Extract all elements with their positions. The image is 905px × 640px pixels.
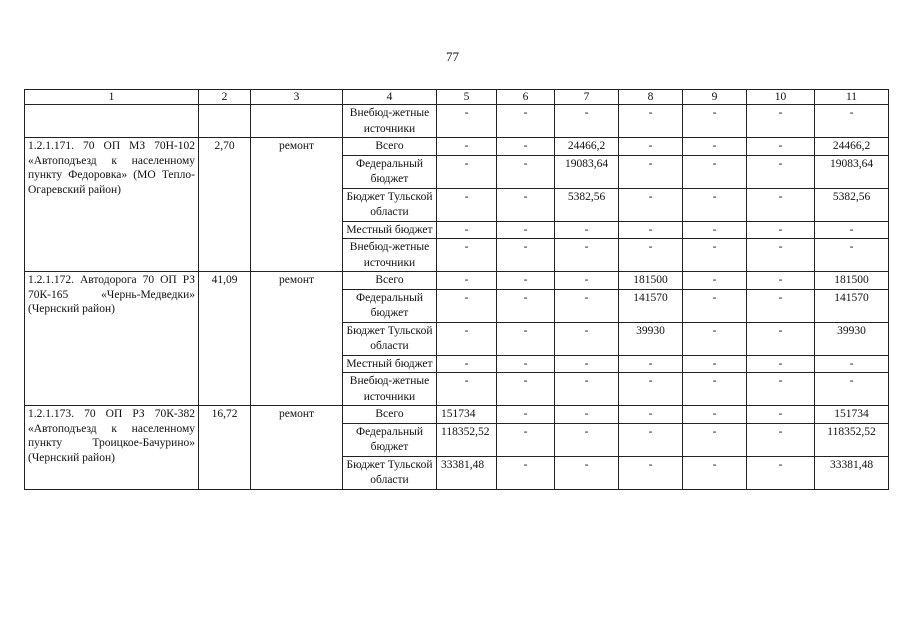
value-cell: - bbox=[497, 239, 555, 272]
value-cell: - bbox=[619, 105, 683, 138]
value-cell: - bbox=[683, 423, 747, 456]
value-cell: - bbox=[747, 406, 815, 424]
funding-source-cell: Всего bbox=[343, 272, 437, 290]
value-cell: - bbox=[437, 188, 497, 221]
value-cell: 39930 bbox=[815, 322, 889, 355]
value-cell: - bbox=[555, 406, 619, 424]
value-cell: - bbox=[497, 322, 555, 355]
value-cell: - bbox=[437, 272, 497, 290]
project-name-cell: 1.2.1.172. Автодорога 70 ОП РЗ 70К-165 «Чернь-Медведки» (Чернский район) bbox=[25, 272, 199, 406]
table-row bbox=[25, 138, 889, 156]
value-cell: - bbox=[619, 221, 683, 239]
value-cell: - bbox=[815, 373, 889, 406]
value-cell: 33381,48 bbox=[437, 456, 497, 489]
funding-source-cell: Внебюд-жетные источники bbox=[343, 239, 437, 272]
value-cell: - bbox=[437, 322, 497, 355]
funding-source-cell: Всего bbox=[343, 406, 437, 424]
value-cell: - bbox=[683, 373, 747, 406]
column-header: 11 bbox=[815, 90, 889, 105]
value-cell: - bbox=[683, 272, 747, 290]
project-name-cell: 1.2.1.173. 70 ОП РЗ 70К-382 «Автоподъезд к населенному пункту Троицкое-Бачурино» (Чернский район) bbox=[25, 406, 199, 490]
funding-source-cell: Федеральный бюджет bbox=[343, 423, 437, 456]
value-cell: - bbox=[555, 272, 619, 290]
value-cell: - bbox=[683, 289, 747, 322]
length-cell: 2,70 bbox=[199, 138, 251, 272]
value-cell: - bbox=[555, 322, 619, 355]
column-header: 4 bbox=[343, 90, 437, 105]
funding-source-cell: Местный бюджет bbox=[343, 355, 437, 373]
value-cell: - bbox=[747, 221, 815, 239]
value-cell: - bbox=[437, 239, 497, 272]
column-header: 9 bbox=[683, 90, 747, 105]
value-cell: - bbox=[747, 322, 815, 355]
value-cell: - bbox=[555, 105, 619, 138]
value-cell: - bbox=[497, 423, 555, 456]
value-cell: - bbox=[683, 406, 747, 424]
header-row bbox=[25, 90, 889, 105]
value-cell: - bbox=[555, 373, 619, 406]
column-header: 3 bbox=[251, 90, 343, 105]
value-cell: - bbox=[497, 272, 555, 290]
value-cell: - bbox=[747, 456, 815, 489]
value-cell: 33381,48 bbox=[815, 456, 889, 489]
value-cell: - bbox=[747, 138, 815, 156]
budget-table bbox=[24, 89, 889, 490]
value-cell: - bbox=[437, 373, 497, 406]
value-cell: - bbox=[619, 373, 683, 406]
value-cell: - bbox=[683, 221, 747, 239]
value-cell: - bbox=[747, 423, 815, 456]
value-cell: - bbox=[619, 406, 683, 424]
work-type-cell: ремонт bbox=[251, 272, 343, 406]
value-cell: - bbox=[497, 138, 555, 156]
work-type-cell: ремонт bbox=[251, 406, 343, 490]
value-cell: 24466,2 bbox=[555, 138, 619, 156]
value-cell: - bbox=[619, 188, 683, 221]
value-cell: - bbox=[497, 221, 555, 239]
value-cell: - bbox=[619, 456, 683, 489]
value-cell: - bbox=[683, 239, 747, 272]
value-cell: 141570 bbox=[815, 289, 889, 322]
value-cell: - bbox=[619, 355, 683, 373]
value-cell: - bbox=[683, 138, 747, 156]
value-cell: - bbox=[497, 373, 555, 406]
column-header: 8 bbox=[619, 90, 683, 105]
value-cell: 19083,64 bbox=[555, 155, 619, 188]
value-cell: - bbox=[555, 423, 619, 456]
value-cell: - bbox=[497, 406, 555, 424]
work-type-cell: ремонт bbox=[251, 138, 343, 272]
length-cell: 41,09 bbox=[199, 272, 251, 406]
value-cell: - bbox=[747, 355, 815, 373]
column-header: 5 bbox=[437, 90, 497, 105]
value-cell: 151734 bbox=[815, 406, 889, 424]
empty-cell bbox=[251, 105, 343, 138]
funding-source-cell: Внебюд-жетные источники bbox=[343, 373, 437, 406]
value-cell: - bbox=[683, 188, 747, 221]
value-cell: - bbox=[815, 221, 889, 239]
value-cell: - bbox=[683, 322, 747, 355]
value-cell: 19083,64 bbox=[815, 155, 889, 188]
value-cell: 118352,52 bbox=[815, 423, 889, 456]
funding-source-cell: Внебюд-жетные источники bbox=[343, 105, 437, 138]
value-cell: - bbox=[555, 221, 619, 239]
table-row bbox=[25, 105, 889, 138]
value-cell: 24466,2 bbox=[815, 138, 889, 156]
value-cell: - bbox=[555, 456, 619, 489]
value-cell: - bbox=[683, 456, 747, 489]
empty-cell bbox=[199, 105, 251, 138]
value-cell: - bbox=[747, 239, 815, 272]
value-cell: 151734 bbox=[437, 406, 497, 424]
funding-source-cell: Федеральный бюджет bbox=[343, 155, 437, 188]
value-cell: - bbox=[497, 188, 555, 221]
table-row bbox=[25, 272, 889, 290]
value-cell: - bbox=[619, 423, 683, 456]
funding-source-cell: Бюджет Тульской области bbox=[343, 322, 437, 355]
value-cell: 5382,56 bbox=[815, 188, 889, 221]
value-cell: - bbox=[747, 105, 815, 138]
page-number: 77 bbox=[446, 49, 459, 64]
value-cell: - bbox=[747, 188, 815, 221]
funding-source-cell: Бюджет Тульской области bbox=[343, 188, 437, 221]
value-cell: - bbox=[747, 289, 815, 322]
column-header: 1 bbox=[25, 90, 199, 105]
value-cell: - bbox=[619, 155, 683, 188]
value-cell: 141570 bbox=[619, 289, 683, 322]
column-header: 7 bbox=[555, 90, 619, 105]
value-cell: - bbox=[683, 355, 747, 373]
value-cell: - bbox=[815, 355, 889, 373]
value-cell: - bbox=[437, 105, 497, 138]
value-cell: - bbox=[555, 289, 619, 322]
value-cell: - bbox=[683, 155, 747, 188]
value-cell: 181500 bbox=[619, 272, 683, 290]
column-header: 10 bbox=[747, 90, 815, 105]
value-cell: - bbox=[497, 155, 555, 188]
table-row bbox=[25, 406, 889, 424]
length-cell: 16,72 bbox=[199, 406, 251, 490]
value-cell: - bbox=[437, 355, 497, 373]
project-name-cell: 1.2.1.171. 70 ОП МЗ 70Н-102 «Автоподъезд к населенному пункту Федоровка» (МО Тепло-Огаревский район) bbox=[25, 138, 199, 272]
value-cell: - bbox=[437, 138, 497, 156]
value-cell: 5382,56 bbox=[555, 188, 619, 221]
value-cell: - bbox=[437, 289, 497, 322]
value-cell: - bbox=[555, 239, 619, 272]
column-header: 2 bbox=[199, 90, 251, 105]
value-cell: - bbox=[747, 155, 815, 188]
value-cell: - bbox=[437, 221, 497, 239]
value-cell: - bbox=[747, 272, 815, 290]
value-cell: 39930 bbox=[619, 322, 683, 355]
value-cell: 181500 bbox=[815, 272, 889, 290]
value-cell: - bbox=[815, 239, 889, 272]
funding-source-cell: Бюджет Тульской области bbox=[343, 456, 437, 489]
value-cell: - bbox=[747, 373, 815, 406]
value-cell: - bbox=[619, 239, 683, 272]
funding-source-cell: Всего bbox=[343, 138, 437, 156]
column-header: 6 bbox=[497, 90, 555, 105]
value-cell: - bbox=[555, 355, 619, 373]
value-cell: 118352,52 bbox=[437, 423, 497, 456]
funding-source-cell: Местный бюджет bbox=[343, 221, 437, 239]
value-cell: - bbox=[619, 138, 683, 156]
value-cell: - bbox=[437, 155, 497, 188]
value-cell: - bbox=[497, 105, 555, 138]
value-cell: - bbox=[683, 105, 747, 138]
value-cell: - bbox=[497, 456, 555, 489]
value-cell: - bbox=[815, 105, 889, 138]
table-body bbox=[25, 90, 889, 490]
funding-source-cell: Федеральный бюджет bbox=[343, 289, 437, 322]
value-cell: - bbox=[497, 355, 555, 373]
value-cell: - bbox=[497, 289, 555, 322]
empty-cell bbox=[25, 105, 199, 138]
